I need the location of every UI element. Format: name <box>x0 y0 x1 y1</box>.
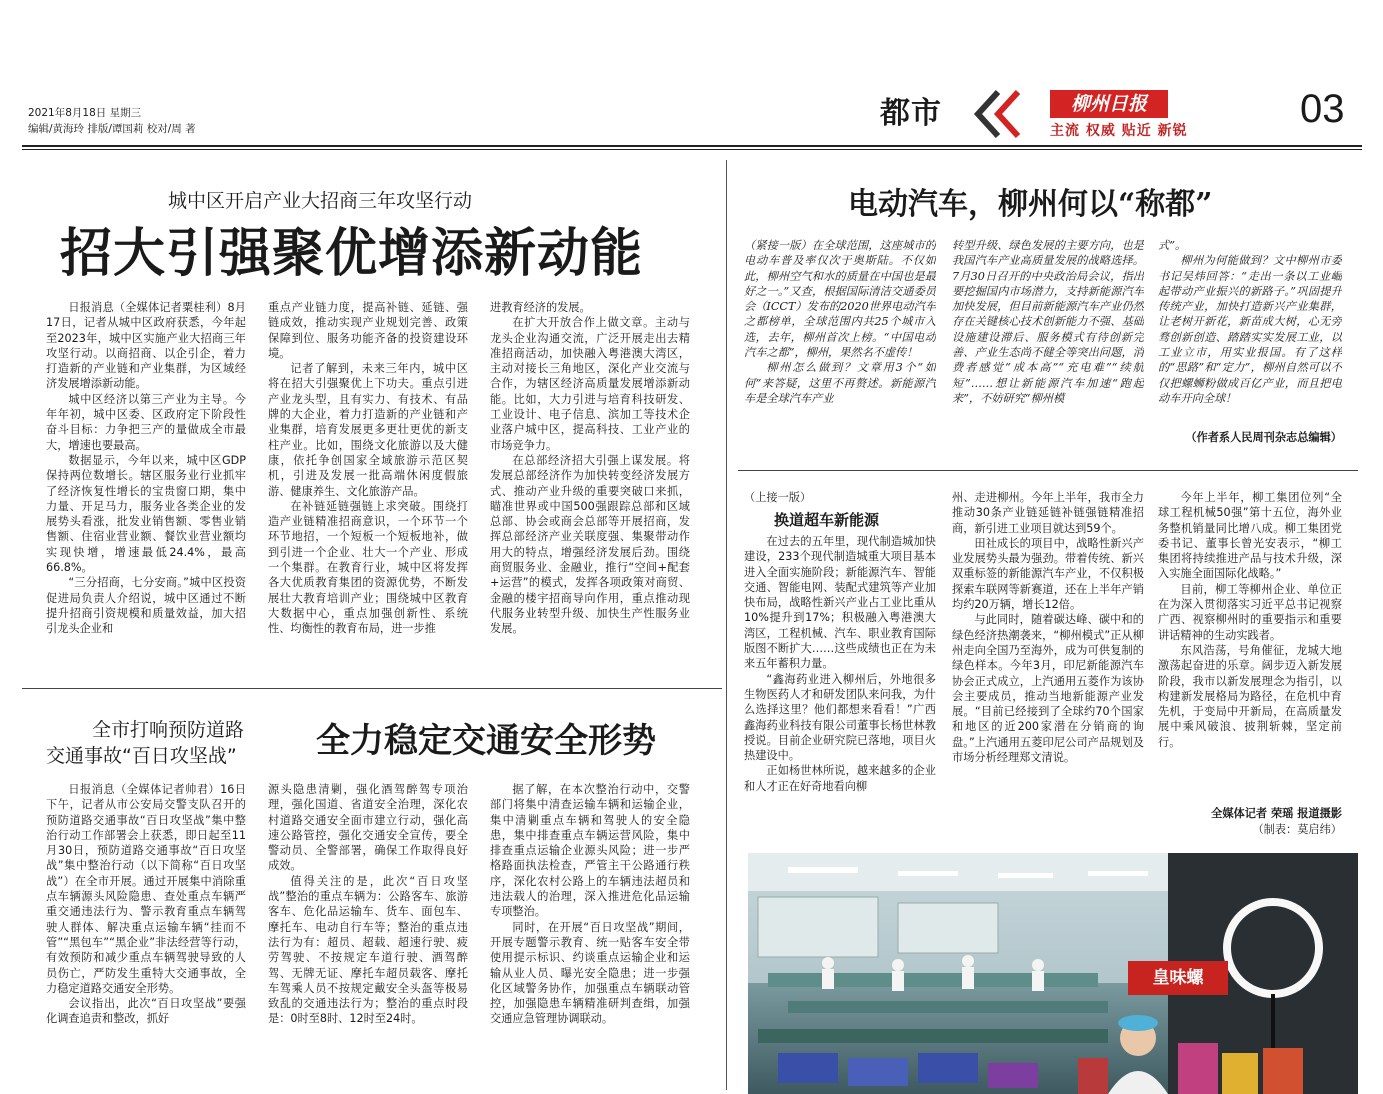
paragraph: 柳州怎么做到？文章用3个“如何”来答疑，这里不再赘述。新能源汽车是全球汽车产业 <box>744 361 936 405</box>
paragraph: “鑫海药业进入柳州后，外地很多生物医药人才和研发团队来问我，为什么选择这里？他们都想来看看！”广西鑫海药业科技有限公司董事长杨世林教授说。目前企业研究院已落地，项目火热建设中。 <box>744 672 936 763</box>
issue-date: 2021年8月18日 星期三 <box>28 107 142 119</box>
paragraph: 重点产业链力度，提高补链、延链、强链成效，推动实现产业规划完善、政策保障到位、服务功能齐备的投资建设环境。 <box>268 301 468 360</box>
paragraph: 日报消息（全媒体记者粟桂利）8月17日，记者从城中区政府获悉，今年起至2023年，城中区实施产业大招商三年攻坚行动。以商招商、以企引企，着力打造新的产业链和产业集群，为区域经济发展增添新动能。 <box>46 301 246 391</box>
paragraph: “三分招商，七分安商。”城中区投资促进局负责人介绍说，城中区通过不断提升招商引资规模和质量效益，加大招引龙头企业和 <box>46 576 246 636</box>
article3-column-2 <box>952 490 1144 846</box>
article-divider <box>738 470 1358 471</box>
paragraph: 与此同时，随着碳达峰、碳中和的绿色经济热潮袭来，“柳州模式”正从柳州走向全国乃至海外，成为可供复制的绿色样本。今年3月，印尼新能源汽车协会正式成立，上汽通用五菱作为该协会主要成员，推动当地新能源产业发展。“目前已经接到了全球约70个国家和地区的近200家潜在分销商的询盘。”上汽通用五菱印尼公司产品规划及市场分析经理郑文清说。 <box>952 613 1144 765</box>
article3-column-1 <box>744 534 936 846</box>
article1-column-2 <box>268 300 468 678</box>
paragraph: 在补链延链强链上求突破。围绕打造产业链精准招商意识，一个环节一个环节地招，一个短板一个短板地补，做到引进一个企业、壮大一个产业、形成一个集群。在教育行业，城中区将发挥各大优质教育集团的资源优势，不断发展壮大教育培训产业；围绕城中区教育大数据中心，重点加强创新性、系统性、均衡性的教育布局，进一步推 <box>268 499 468 636</box>
article1-subtitle: 城中区开启产业大招商三年攻坚行动 <box>168 190 473 212</box>
paragraph: 在过去的五年里，现代制造城加快建设，233个现代制造城重大项目基本进入全面实施阶段；新能源汽车、智能交通、智能电网、装配式建筑等产业加快布局，战略性新兴产业占工业比重从10%提升到17%；积极融入粤港澳大湾区，工程机械、汽车、职业教育国际版图不断扩大……这些成绩也正在为未来五年蓄积力量。 <box>744 535 936 671</box>
header-rule-thin <box>22 149 1362 150</box>
article-divider <box>22 688 722 689</box>
paragraph: 据了解，在本次整治行动中，交警部门将集中清查运输车辆和运输企业，集中清剿重点车辆和驾驶人的安全隐患，集中排查重点车辆运营风险，集中排查重点运输企业源头风险；进一步严格路面执法检查，严管主干公路通行秩序，深化农村公路上的车辆违法超员和违法载人的治理，深入推进危化品运输专项整治。 <box>490 783 690 919</box>
paragraph: 州、走进柳州。今年上半年，我市全力推动30条产业链延链补链强链精准招商，新引进工业项目就达到59个。 <box>952 491 1144 535</box>
paragraph: 记者了解到，未来三年内，城中区将在招大引强聚优上下功夫。重点引进产业龙头型，且有实力、有技术、有品牌的大企业，着力打造新的产业链和产业集群，培育发展更多更壮更优的新支柱产业。比如，围绕文化旅游以及大健康，依托争创国家全域旅游示范区契机，引进及发展一批高端休闲度假旅游、健康养生、文化旅游产品。 <box>268 362 468 498</box>
editor-credits: 编辑/黄海玲 排版/谭国莉 校对/周 著 <box>28 123 196 135</box>
newspaper-logo: 柳州日报 <box>1050 90 1168 118</box>
article2-column-3 <box>1158 238 1342 438</box>
article2-column-2 <box>952 238 1144 450</box>
paragraph: 田社成长的项目中，战略性新兴产业发展势头最为强劲。带着传统、新兴双重标签的新能源汽车产业，不仅积极探索车联网等新赛道，还在上半年产销均约20万辆，增长12倍。 <box>952 536 1144 612</box>
article2-column-1 <box>744 238 936 450</box>
article1-column-3 <box>490 300 690 678</box>
article3-column-3 <box>1158 490 1342 804</box>
article4-subtitle-line1: 全市打响预防道路 <box>92 719 245 741</box>
article2-title: 电动汽车，柳州何以“称都” <box>848 187 1213 222</box>
paragraph: 东风浩荡，号角催征，龙城大地激荡起奋进的乐章。阔步迈入新发展阶段，我市以新发展理念为指引，以构建新发展格局为路径，在危机中育先机，于变局中开新局，在高质量发展中乘风破浪、披荆斩棘，坚定前行。 <box>1158 643 1342 749</box>
paragraph: 正如杨世林所说，越来越多的企业和人才正在好奇地看向柳 <box>744 764 936 793</box>
paragraph: 源头隐患清剿，强化酒驾醉驾专项治理，强化国道、省道安全治理，深化农村道路交通安全面市建立行动，强化高速公路管控，强化交通安全宣传，要全警动员、全警部署，确保工作取得良好成效。 <box>268 783 468 873</box>
article3-jump-note <box>744 490 936 510</box>
factory-photo-illustration <box>748 853 1358 1094</box>
article3-chart-credit: （制表：莫启纬） <box>1252 823 1342 836</box>
double-chevron-left-icon <box>968 88 1028 140</box>
page-column-divider <box>726 160 727 1090</box>
article2-byline: （作者系人民周刊杂志总编辑） <box>1185 431 1342 444</box>
factory-photo <box>748 853 1358 1094</box>
article4-column-3 <box>490 782 690 1094</box>
paragraph: 在总部经济招大引强上谋发展。将发展总部经济作为加快转变经济发展方式、推动产业升级的重要突破口来抓，瞄准世界或中国500强跟踪总部和区域总部、协会或商会总部等开展招商，发挥总部经济产业关联度强、集聚带动作用大的特点，增强经济发展后劲。围绕商贸服务业、金融业，推行“空间+配套+运营”的模式，发挥各项政策对商贸、金融的楼宇招商导向作用，重点推动现代服务业转型升级、加快生产性服务业发展。 <box>490 453 690 636</box>
paragraph: 值得关注的是，此次“百日攻坚战”整治的重点车辆为：公路客车、旅游客车、危化品运输车、货车、面包车、摩托车、电动自行车等；整治的重点违法行为有：超员、超载、超速行驶、疲劳驾驶、不按规定车道行驶、酒驾醉驾、无牌无证、摩托车超员载客、摩托车驾乘人员不按规定戴安全头盔等极易致乱的交通违法行为；整治的重点时段是：0时至8时、12时至24时。 <box>268 874 468 1026</box>
paragraph: 同时，在开展“百日攻坚战”期间，开展专题警示教育、统一贴客车安全带使用提示标识、约谈重点运输企业和运输从业人员、曝光安全隐患；进一步强化区域警务协作，加强重点车辆联动管控，加强隐患车辆精准研判查缉，加强交通应急管理协调联动。 <box>490 920 690 1026</box>
paragraph: 今年上半年，柳工集团位列“全球工程机械50强”第十五位，海外业务整机销量同比增八成。柳工集团党委书记、董事长曾光安表示，“柳工集团将持续推进产品与技术升级，深入实施全面国际化战略。” <box>1158 491 1342 581</box>
paragraph: 数据显示，今年以来，城中区GDP保持两位数增长。辖区服务业行业抓牢了经济恢复性增长的宝贵窗口期，集中力量、开足马力，服务业各类企业的发展势头看涨，批发业销售额、零售业销售额、住宿业营业额、餐饮业营业额均实现快增，增速最低24.4%，最高66.8%。 <box>46 453 246 575</box>
paragraph: 进教育经济的发展。 <box>490 301 591 314</box>
paragraph: 柳州为何能做到？文中柳州市委书记吴炜回答：“走出一条以工业崛起带动产业振兴的新路子。”巩固提升传统产业，加快打造新兴产业集群，让老树开新花，新苗成大树，心无旁骛创新创造、踏踏实实发展工业，以工业立市，用实业报国。有了这样的“思路”和“定力”，柳州自然可以不仅把螺蛳粉做成百亿产业，而且把电动车开向全球！ <box>1158 254 1342 405</box>
paragraph: （紧接一版）在全球范围，这座城市的电动车普及率仅次于奥斯陆。不仅如此，柳州空气和水的质量在中国也是最好之一。”又查，根据国际清洁交通委员会（ICCT）发布的2020世界电动汽车之都榜单，全球范围内共25个城市入选，去年，柳州首次上榜。“中国电动汽车之都”，柳州，果然名不虚传！ <box>744 239 936 360</box>
paragraph: 城中区经济以第三产业为主导。今年年初，城中区委、区政府定下阶段性奋斗目标：力争把三产的量做成全市最大，增速也要最高。 <box>46 392 246 452</box>
article4-subtitle-line2: 交通事故“百日攻坚战” <box>46 745 237 767</box>
article3-subhead: 换道超车新能源 <box>774 511 880 529</box>
paragraph: 转型升级、绿色发展的主要方向，也是我国汽车产业高质量发展的战略选择。7月30日召开的中央政治局会议，指出要挖掘国内市场潜力，支持新能源汽车加快发展，但目前新能源汽车产业仍然存在关键核心技术创新能力不强、基础设施建设滞后、服务模式有待创新完善、产业生态尚不健全等突出问题，消费者感觉“成本高”“充电难”“续航短”……想让新能源汽车加速“跑起来”，不妨研究“柳州模 <box>952 239 1144 405</box>
paragraph: 在扩大开放合作上做文章。主动与龙头企业沟通交流，广泛开展走出去精准招商活动，加快融入粤港澳大湾区，主动对接长三角地区，深化产业交流与合作，为辖区经济高质量发展增添新动能。比如，大力引进与培育科技研发、工业设计、电子信息、滨加工等技术企业落户城中区，提高科技、工业产业的市场竞争力。 <box>490 316 690 452</box>
page-number: 03 <box>1300 87 1345 131</box>
newspaper-slogan: 主流 权威 贴近 新锐 <box>1050 123 1188 139</box>
paragraph: 式”。 <box>1158 239 1187 252</box>
paragraph: 日报消息（全媒体记者帅君）16日下午，记者从市公安局交警支队召开的预防道路交通事故“百日攻坚战”集中整治行动工作部署会上获悉，即日起至11月30日，预防道路交通事故“百日攻坚战”集中整治行动（以下简称“百日攻坚战”）在全市开展。通过开展集中消除重点车辆源头风险隐患、查处重点车辆严重交通违法行为、警示教育重点车辆驾驶人群体、解决重点运输车辆“挂而不管”“黑包车”“黑企业”非法经营等行动，有效预防和减少重点车辆驾驶导致的人员伤亡，严防发生重特大交通事故，全力稳定道路交通安全形势。 <box>46 783 246 995</box>
photo-shop-sign: 皇味螺 <box>1152 968 1204 988</box>
section-name: 都市 <box>880 96 942 131</box>
article4-column-1 <box>46 782 246 1094</box>
article1-column-1 <box>46 300 246 678</box>
article1-title: 招大引强聚优增添新动能 <box>60 223 644 284</box>
article4-column-2 <box>268 782 468 1094</box>
article4-title: 全力稳定交通安全形势 <box>316 721 656 761</box>
paragraph: （上接一版） <box>744 491 812 504</box>
paragraph: 目前，柳工等柳州企业、单位正在为深入贯彻落实习近平总书记视察广西、视察柳州时的重要指示和重要讲话精神的生动实践者。 <box>1158 582 1342 642</box>
article3-byline: 全媒体记者 荣瑶 报道摄影 <box>1211 807 1342 820</box>
header-rule <box>22 145 1362 147</box>
paragraph: 会议指出，此次“百日攻坚战”要强化调查追责和整改，抓好 <box>46 997 246 1026</box>
